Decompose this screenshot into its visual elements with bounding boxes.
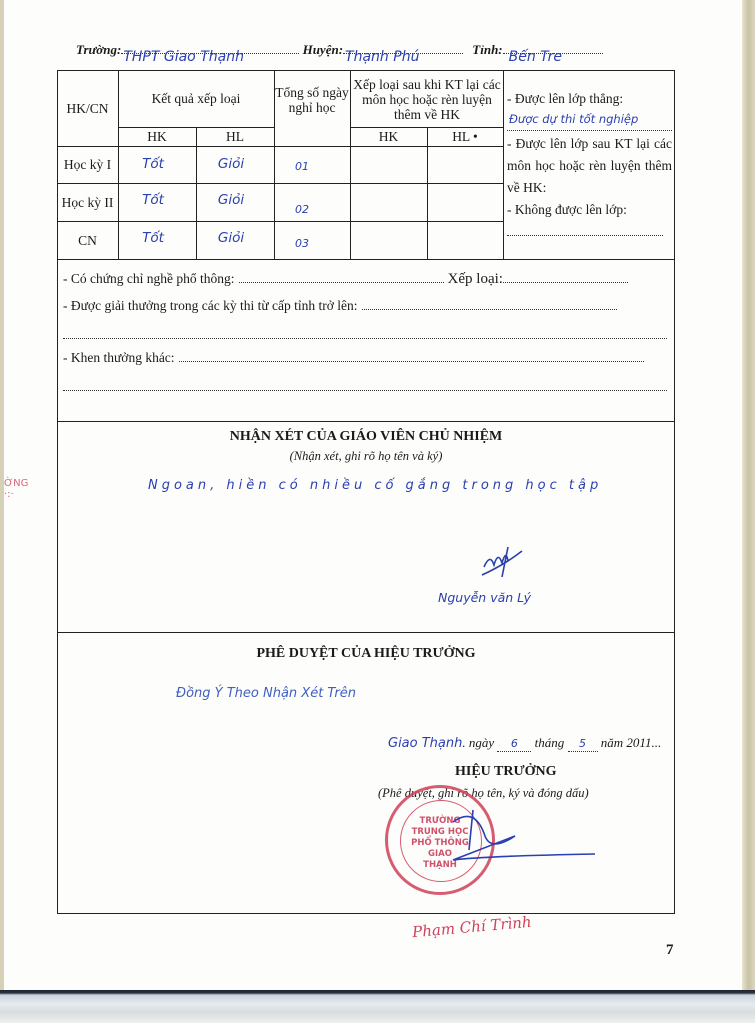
principal-signature — [445, 800, 605, 870]
col-header-term: HK/CN — [66, 100, 109, 116]
province-value: Bến Tre — [508, 49, 563, 65]
grid-line — [57, 421, 675, 422]
award-label: - Được giải thưởng trong các kỳ thi từ cấp tỉnh trở lên: — [63, 298, 358, 313]
row-hl: Giỏi — [217, 191, 245, 208]
grid-line — [57, 259, 675, 260]
promoted-after-retest-label: - Được lên lớp sau KT lại các môn học hoặc rèn luyện thêm về HK: — [507, 136, 672, 195]
province-field — [503, 49, 603, 65]
district-field — [343, 49, 463, 65]
province-label: Tỉnh: — [472, 42, 503, 57]
award-field-continued — [63, 338, 667, 339]
day-value: 6 — [510, 737, 518, 750]
principal-role: HIỆU TRƯỞNG — [455, 764, 557, 779]
grid-line — [503, 70, 504, 259]
subheader-hk-after: HK — [378, 129, 399, 144]
teacher-comment: Ngoan, hiền có nhiều cố gắng trong học tập — [148, 478, 603, 493]
year-label: năm — [600, 735, 624, 750]
school-info-line — [76, 42, 603, 65]
book-edge-right — [742, 0, 755, 1023]
principal-approval-text: Đồng Ý Theo Nhận Xét Trên — [176, 686, 356, 701]
not-promoted-field — [507, 221, 663, 236]
other-award-label: - Khen thưởng khác: — [63, 350, 175, 365]
certificate-label: - Có chứng chỉ nghề phổ thông: — [63, 271, 235, 286]
other-award-field-continued — [63, 390, 667, 391]
teacher-section-subtitle: (Nhận xét, ghi rõ họ tên và ký) — [289, 449, 443, 463]
row-hk-after — [350, 146, 427, 183]
year-value: 2011 — [626, 735, 652, 750]
row-hl-after — [427, 221, 503, 259]
month-value: 5 — [579, 737, 587, 750]
row-hk-after — [350, 183, 427, 221]
promotion-panel — [507, 88, 672, 236]
principal-name: Phạm Chí Trình — [411, 912, 533, 942]
promoted-straight-value: Được dự thi tốt nghiệp — [509, 112, 639, 126]
certificate-field — [239, 282, 444, 283]
day-field — [497, 735, 531, 752]
row-hk-after — [350, 221, 427, 259]
school-field — [121, 49, 299, 65]
teacher-name: Nguyễn văn Lý — [438, 590, 532, 605]
row-term: CN — [78, 232, 97, 248]
row-hk: Tốt — [142, 191, 164, 208]
award-field — [362, 309, 617, 310]
certificate-grade-label: Xếp loại: — [447, 271, 503, 287]
row-hl-after — [427, 146, 503, 183]
stamp-fragment-left: ỜNG ·:· — [4, 478, 29, 500]
stamp-text: TRƯỜNG TRUNG HỌC PHỔ THÔNG GIAO THẠNH — [411, 816, 469, 870]
promoted-straight-field — [507, 110, 672, 131]
promoted-straight-label: - Được lên lớp thẳng: — [507, 91, 624, 106]
other-award-line — [63, 350, 667, 366]
grid-line — [57, 632, 675, 633]
school-value: THPT Giao Thạnh — [123, 49, 244, 65]
school-label: Trường: — [76, 42, 122, 57]
col-header-after-retest: Xếp loại sau khi KT lại các môn học hoặc rèn luyện thêm về HK — [353, 77, 501, 122]
row-hk: Tốt — [142, 156, 164, 172]
col-header-absent: Tổng số ngày nghỉ học — [275, 84, 349, 115]
month-label: tháng — [534, 735, 565, 750]
district-label: Huyện: — [302, 42, 344, 57]
other-award-field — [179, 361, 644, 362]
row-absent: 03 — [295, 236, 309, 250]
row-term: Học kỳ II — [61, 194, 114, 210]
row-hl: Giỏi — [217, 156, 245, 172]
date-place: Giao Thạnh — [388, 736, 463, 751]
subheader-hl: HL — [226, 129, 244, 144]
month-field — [568, 735, 598, 752]
not-promoted-label: - Không được lên lớp: — [507, 202, 627, 217]
subheader-hl-after: HL • — [452, 129, 478, 144]
award-line — [63, 298, 667, 314]
row-hl: Giỏi — [217, 229, 245, 246]
row-hl-after — [427, 183, 503, 221]
principal-section-title: PHÊ DUYỆT CỦA HIỆU TRƯỞNG — [256, 646, 476, 661]
certificate-grade-field — [503, 282, 628, 283]
row-absent: 02 — [295, 202, 309, 216]
day-label: ngày — [468, 735, 495, 750]
principal-role-subtitle: (Phê duyệt, ghi rõ họ tên, ký và đóng dấu) — [378, 786, 589, 800]
date-line: Giao Thạnh. ngày 6 tháng 5 năm 2011... — [388, 735, 662, 751]
book-bottom-edge — [0, 990, 755, 1023]
row-absent: 01 — [295, 160, 309, 173]
certificate-line — [63, 271, 667, 288]
district-value: Thạnh Phú — [345, 49, 420, 65]
subheader-hk: HK — [147, 129, 167, 144]
col-header-result: Kết quả xếp loại — [151, 91, 241, 106]
row-hk: Tốt — [142, 229, 164, 246]
teacher-section-title: NHẬN XÉT CỦA GIÁO VIÊN CHỦ NHIỆM — [229, 429, 503, 444]
page-number: 7 — [666, 942, 674, 958]
row-term: Học kỳ I — [63, 157, 112, 172]
teacher-signature — [478, 545, 528, 580]
